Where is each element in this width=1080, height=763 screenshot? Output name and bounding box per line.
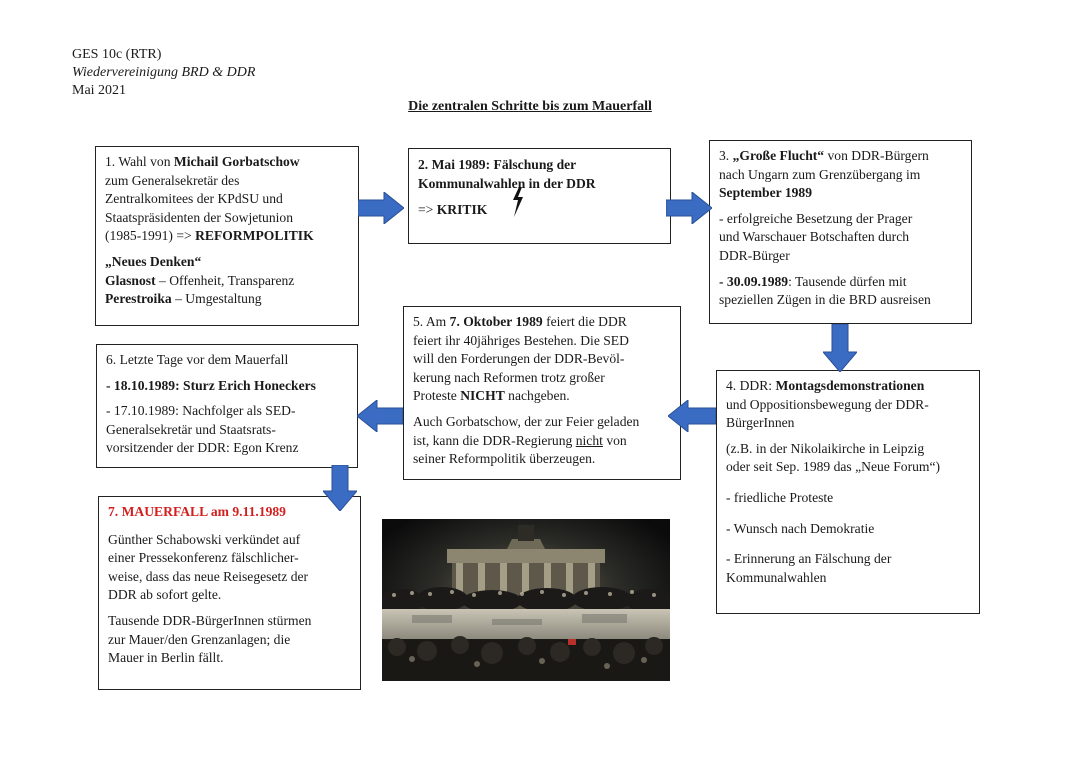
topic-label: Wiedervereinigung BRD & DDR [72, 65, 256, 80]
step-2-box: 2. Mai 1989: Fälschung der Kommunalwahlen in der DDR => KRITIK [408, 148, 671, 244]
step-3-box: 3. „Große Flucht“ von DDR-Bürgern nach Ungarn zum Grenzübergang im September 1989 - erfolgreiche Besetzung der Prager und Warschauer Botschaften durch DDR-Bürger - 30.09.1989: Tausende dürfen mit speziellen Zügen in die BRD ausreisen [709, 140, 972, 324]
brandenburg-gate-photo [382, 519, 670, 681]
step-7-box: 7. MAUERFALL am 9.11.1989 Günther Schabowski verkündet auf einer Pressekonferenz fälschlicher- weise, dass das neue Reisegesetz der DDR ab sofort gelte. Tausende DDR-BürgerInnen stürmen zur Mauer/den Grenzanlagen; die Mauer in Berlin fällt. [98, 496, 361, 690]
step-5-box: 5. Am 7. Oktober 1989 feiert die DDR feiert ihr 40jähriges Bestehen. Die SED will den Forderungen der DDR-Bevöl- kerung nach Reformen trotz großer Proteste NICHT nachgeben. Auch Gorbatschow, der zur Feier geladen ist, kann die DDR-Regierung nicht von seiner Reformpolitik überzeugen. [403, 306, 681, 480]
arrow-left-1 [668, 400, 716, 432]
arrow-right-2 [666, 192, 712, 224]
arrow-left-2 [357, 400, 403, 432]
step-4-box: 4. DDR: Montagsdemonstrationen und Oppositionsbewegung der DDR- BürgerInnen (z.B. in der Nikolaikirche in Leipzig oder seit Sep. 1989 das „Neue Forum“) - friedliche Proteste - Wunsch nach Demokratie - Erinnerung an Fälschung der Kommunalwahlen [716, 370, 980, 614]
step-6-box: 6. Letzte Tage vor dem Mauerfall - 18.10.1989: Sturz Erich Honeckers - 17.10.1989: Nachfolger als SED- Generalsekretär und Staatsrats- vorsitzender der DDR: Egon Krenz [96, 344, 358, 468]
step-1-box: 1. Wahl von Michail Gorbatschow zum Generalsekretär des Zentralkomitees der KPdSU und Staatspräsidenten der Sowjetunion (1985-1991) => REFORMPOLITIK „Neues Denken“ Glasnost – Offenheit, Transparenz Perestroika – Umgestaltung [95, 146, 359, 326]
arrow-right-1 [358, 192, 404, 224]
arrow-down-1 [823, 324, 857, 372]
arrow-down-2 [323, 465, 357, 511]
lightning-icon [510, 187, 526, 217]
page-title: Die zentralen Schritte bis zum Mauerfall [408, 99, 652, 114]
course-label: GES 10c (RTR) [72, 47, 162, 62]
date-label: Mai 2021 [72, 83, 127, 98]
